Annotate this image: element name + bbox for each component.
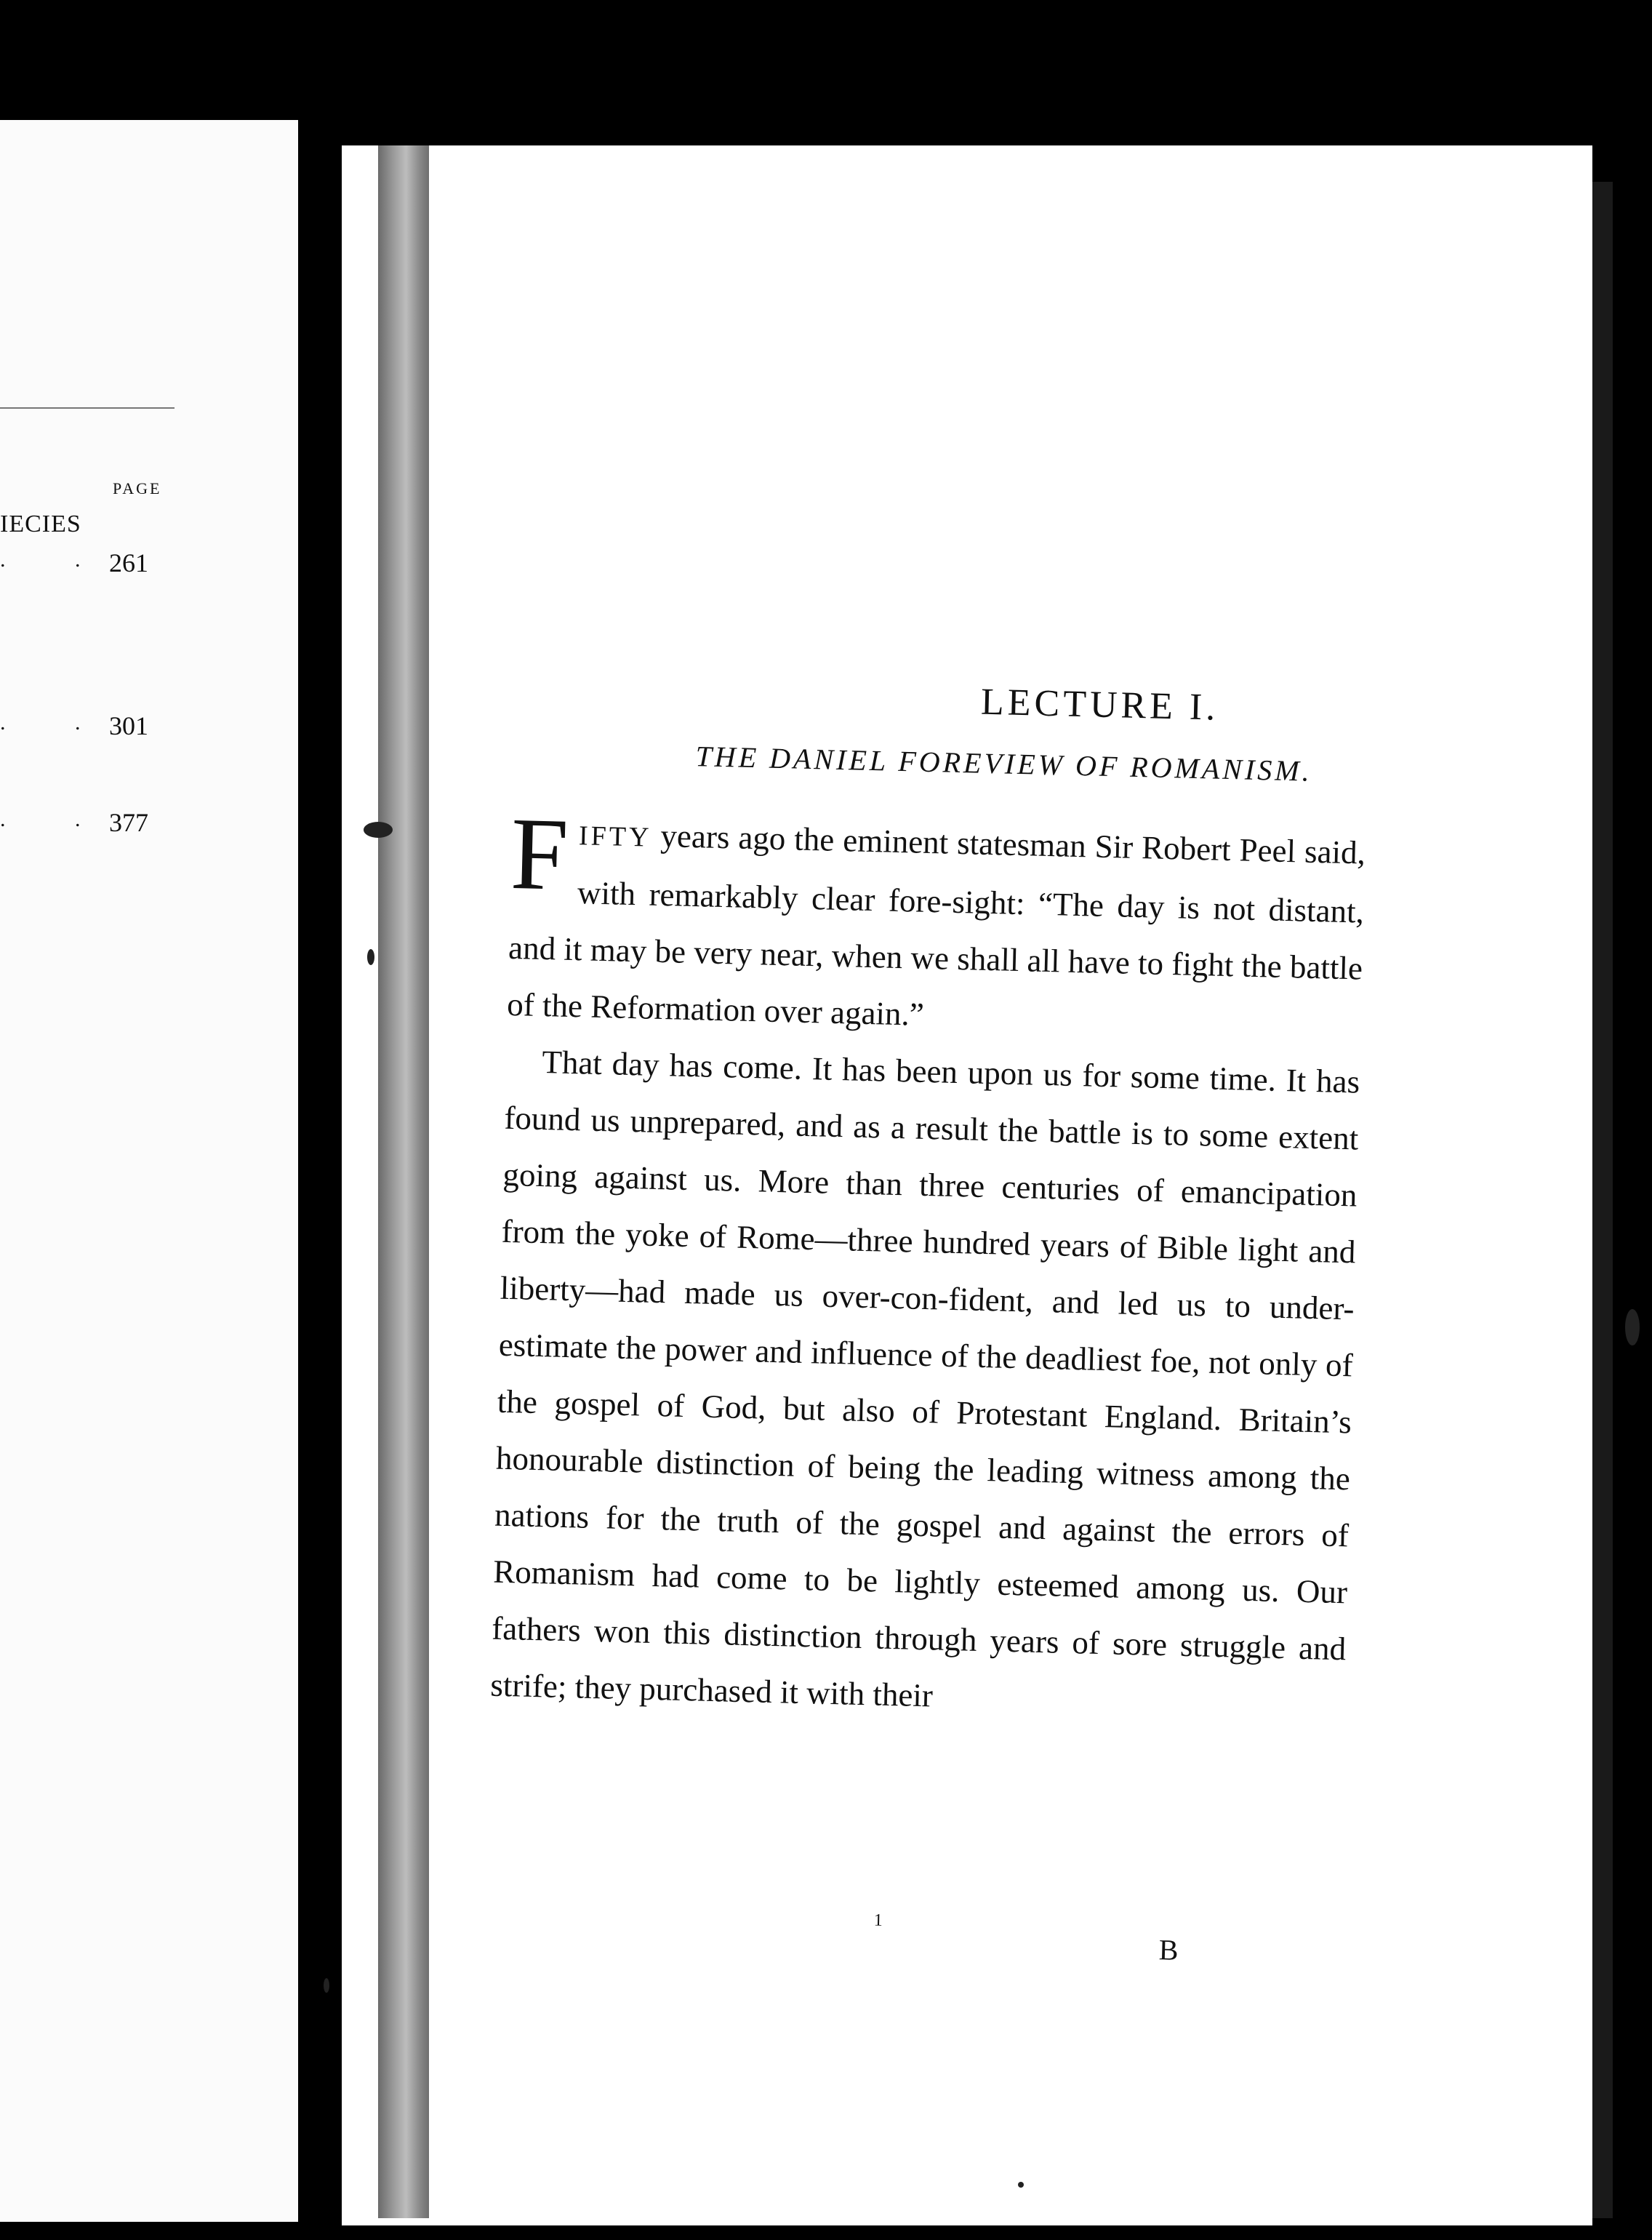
toc-page-number: 301 — [109, 711, 148, 740]
toc-fragment-text: IECIES — [0, 511, 81, 537]
right-page — [342, 145, 1592, 2225]
toc-entry — [0, 807, 175, 844]
paragraph — [506, 795, 1366, 1054]
drop-cap-continuation: IFTY — [578, 820, 652, 853]
divider-rule — [0, 407, 175, 409]
toc-page-label: PAGE — [113, 479, 162, 497]
paragraph-text: years ago the eminent statesman Sir Robert Peel said, with remarkably clear fore-sight: “The day is not distant, and it may be very near, when we shall all have to fight the battle of the Reformation over again.” — [506, 817, 1366, 1033]
page-edge — [1592, 182, 1613, 2218]
binding-gutter — [378, 145, 429, 2218]
toc-page-number: 377 — [109, 808, 148, 837]
toc-leader: . . — [0, 548, 113, 572]
ink-speck — [1018, 2182, 1024, 2188]
left-page — [0, 120, 298, 2222]
lecture-subheading: THE DANIEL FOREVIEW OF ROMANISM. — [695, 740, 1313, 788]
toc-leader: . . — [0, 807, 113, 831]
ink-speck — [324, 1978, 329, 1993]
ink-speck — [364, 822, 393, 838]
toc-entry — [0, 711, 175, 747]
drop-cap: F — [509, 795, 570, 912]
toc-entry — [0, 548, 175, 584]
signature-mark: B — [1158, 1933, 1179, 1967]
ink-speck — [367, 949, 374, 965]
toc-page-number: 261 — [109, 548, 148, 577]
ink-speck — [1625, 1309, 1640, 1345]
folio-number: 1 — [873, 1911, 883, 1930]
lecture-heading: LECTURE I. — [980, 681, 1219, 729]
page-content — [321, 124, 1622, 2233]
body-text — [489, 795, 1366, 1734]
toc-leader: . . — [0, 711, 113, 735]
paragraph: That day has come. It has been upon us for some time. It has found us unprepared, and as a result the battle is to some extent going against us. More than three centuries of emancipation from the yoke of Rome—three hundred years of Bible light and liberty—had made us over-con-fident, and led us to under-estimate the power and influence of the deadliest foe, not only of the gospel of God, but also of Protestant England. Britain’s honourable distinction of being the leading witness among the nations for the truth of the gospel and against the errors of Romanism had come to be lightly esteemed among us. Our fathers won this distinction through years of sore struggle and strife; they purchased it with their — [489, 1044, 1360, 1714]
